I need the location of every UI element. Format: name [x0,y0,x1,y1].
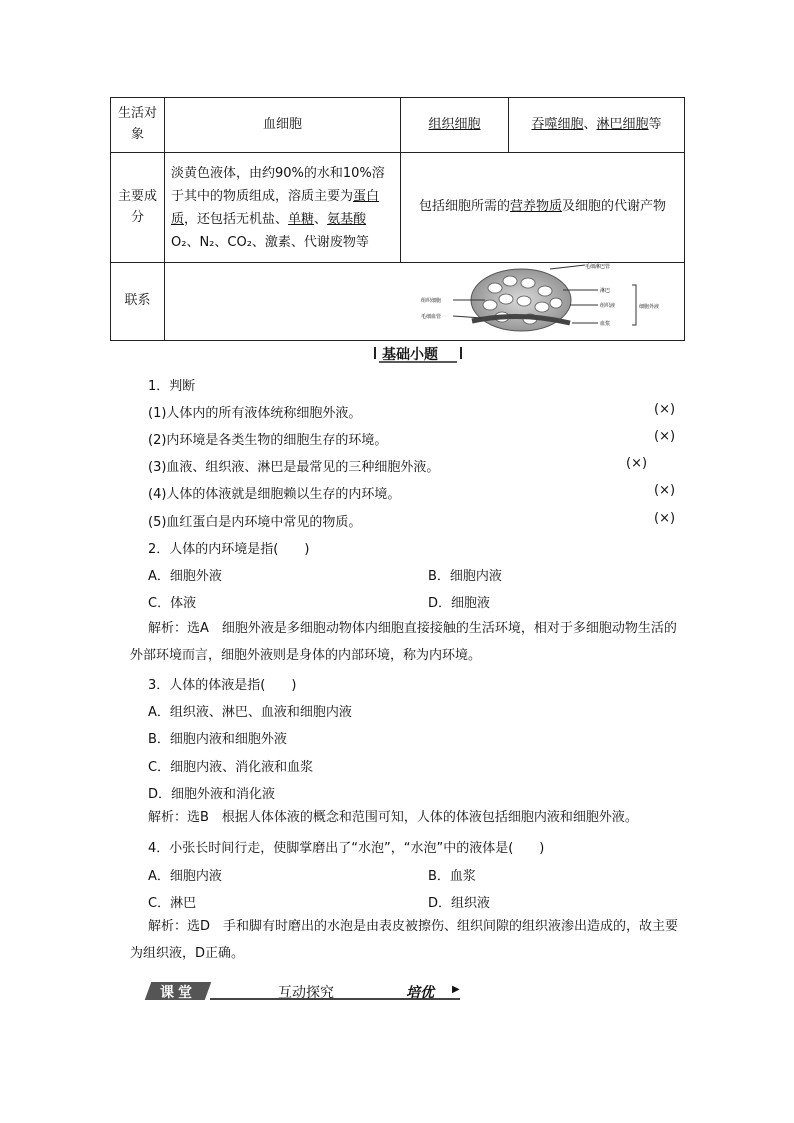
cell-lymph-object: 吞噬细胞、淋巴细胞等 [509,98,685,153]
body-fluid-table [110,97,685,341]
diagram-label: 毛细淋巴管 [585,264,611,270]
q3-stem: 3．人体的体液是指( ) [148,678,297,693]
q4-analysis: 解析：选D 手和脚有时磨出的水泡是由表皮被擦伤、组织间隙的组织液渗出造成的，故主要为组织液，D正确。 [130,919,679,961]
q3-analysis: 解析：选B 根据人体体液的概念和范围可知，人体的体液包括细胞内液和细胞外液。 [148,810,638,825]
arrow-right-icon: ▶ [452,984,460,995]
judgement-mark: (×) [654,483,676,498]
section-banner [148,982,463,1000]
diagram-label: 淋巴 [600,288,611,294]
option-b: B．细胞内液 [428,569,502,584]
diagram-label: 毛细血管 [421,314,442,320]
option-d: D．组织液 [428,896,491,911]
banner-title: 互动探究 [278,985,334,1001]
option-b: B．血浆 [428,869,476,884]
judgement-item: (3)血液、组织液、淋巴是最常见的三种细胞外液。 [148,460,440,475]
tissue-diagram [110,263,685,339]
option-c: C．细胞内液、消化液和血浆 [148,760,314,775]
judgement-mark: (×) [654,511,676,526]
q2-analysis: 解析：选A 细胞外液是多细胞动物体内细胞直接接触的生活环境，相对于多细胞动物生活的外部环境而言，细胞外液则是身体的内部环境，称为内环境。 [130,621,677,663]
cell-plasma-composition: 淡黄色液体，由约90%的水和10%溶于其中的物质组成，溶质主要为蛋白质，还包括无机盐、单糖、氨基酸O₂、N₂、CO₂、激素、代谢废物等 [165,153,401,263]
section-title: 基础小题 [382,347,438,363]
judgement-mark: (×) [654,402,676,417]
option-a: A．组织液、淋巴、血液和细胞内液 [148,705,352,720]
option-d: D．细胞外液和消化液 [148,787,276,802]
option-a: A．细胞外液 [148,569,222,584]
row-header-composition: 主要成分 [111,153,165,263]
judgement-item: (2)内环境是各类生物的细胞生存的环境。 [148,433,388,448]
diagram-label: 组织液 [600,303,616,309]
q4-stem: 4．小张长时间行走，使脚掌磨出了“水泡”，“水泡”中的液体是( ) [148,841,545,856]
banner-tag: 课堂 [160,985,196,1001]
option-d: D．细胞液 [428,596,491,611]
table-row [111,153,685,263]
cell-plasma-object: 血细胞 [165,98,401,153]
option-c: C．体液 [148,596,197,611]
option-c: C．淋巴 [148,896,197,911]
judgement-mark: (×) [626,456,648,471]
diagram-label: 血浆 [600,321,611,327]
diagram-label: 组织细胞 [421,298,442,304]
q2-stem: 2．人体的内环境是指( ) [148,542,310,557]
section-title-box [373,343,463,363]
banner-right: 培优 [406,985,434,1001]
option-b: B．细胞内液和细胞外液 [148,732,287,747]
judgement-item: (4)人体的体液就是细胞赖以生存的内环境。 [148,487,401,502]
table-row [111,98,685,153]
diagram-label: 细胞外液 [639,304,660,310]
row-header-relation: 联系 [111,263,165,341]
judgement-item: (1)人体内的所有液体统称细胞外液。 [148,406,362,421]
row-header-object: 生活对象 [111,98,165,153]
relation-diagram-cell [165,263,685,341]
q1-title: 1．判断 [148,379,196,394]
cell-tissue-composition: 包括细胞所需的营养物质及细胞的代谢产物 [401,153,685,263]
option-a: A．细胞内液 [148,869,222,884]
cell-tissue-object: 组织细胞 [428,116,481,132]
judgement-mark: (×) [654,429,676,444]
table-row [111,263,685,341]
judgement-item: (5)血红蛋白是内环境中常见的物质。 [148,515,362,530]
